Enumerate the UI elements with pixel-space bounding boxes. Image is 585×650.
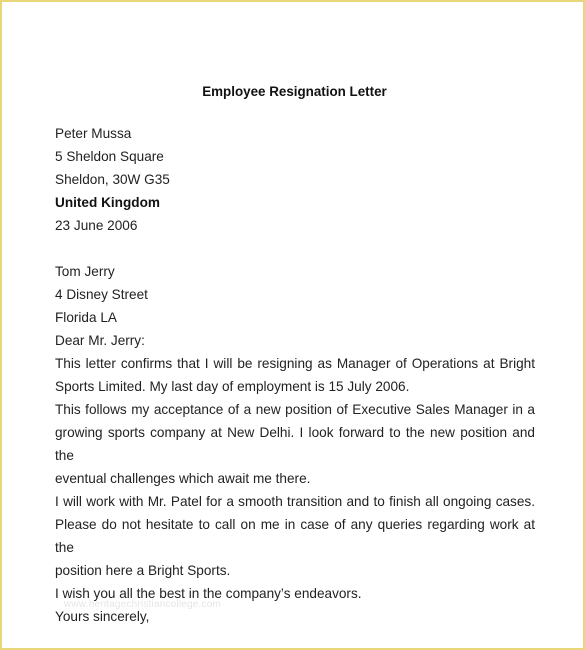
sender-street: 5 Sheldon Square [55,149,164,164]
sender-city: Sheldon, 30W G35 [55,172,170,187]
salutation: Dear Mr. Jerry: [55,333,145,348]
sender-address [55,122,535,237]
sender-country: United Kingdom [55,195,160,210]
recipient-city: Florida LA [55,310,117,325]
recipient-name: Tom Jerry [55,264,115,279]
body-line: This follows my acceptance of a new position of Executive Sales Manager in a [55,402,535,417]
body-line: position here a Bright Sports. [55,563,231,578]
body-line: growing sports company at New Delhi. I look forward to the new position and the [55,425,535,463]
letter-date: 23 June 2006 [55,218,138,233]
closing: Yours sincerely, [55,609,150,624]
letter-title: Employee Resignation Letter [202,84,387,99]
recipient-street: 4 Disney Street [55,287,148,302]
recipient-section [55,260,535,628]
sender-name: Peter Mussa [55,126,132,141]
body-line: I will work with Mr. Patel for a smooth transition and to finish all ongoing cases. [55,494,535,509]
watermark: www.heritagechristiancollege.com [64,599,222,610]
body-line: eventual challenges which await me there. [55,471,311,486]
body-line: Please do not hesitate to call on me in case of any queries regarding work at the [55,517,535,555]
body-line: This letter confirms that I will be resigning as Manager of Operations at Bright [55,356,535,371]
body-line: I wish you all the best in the company’s endeavors. [55,586,362,601]
body-line: Sports Limited. My last day of employment is 15 July 2006. [55,379,410,394]
